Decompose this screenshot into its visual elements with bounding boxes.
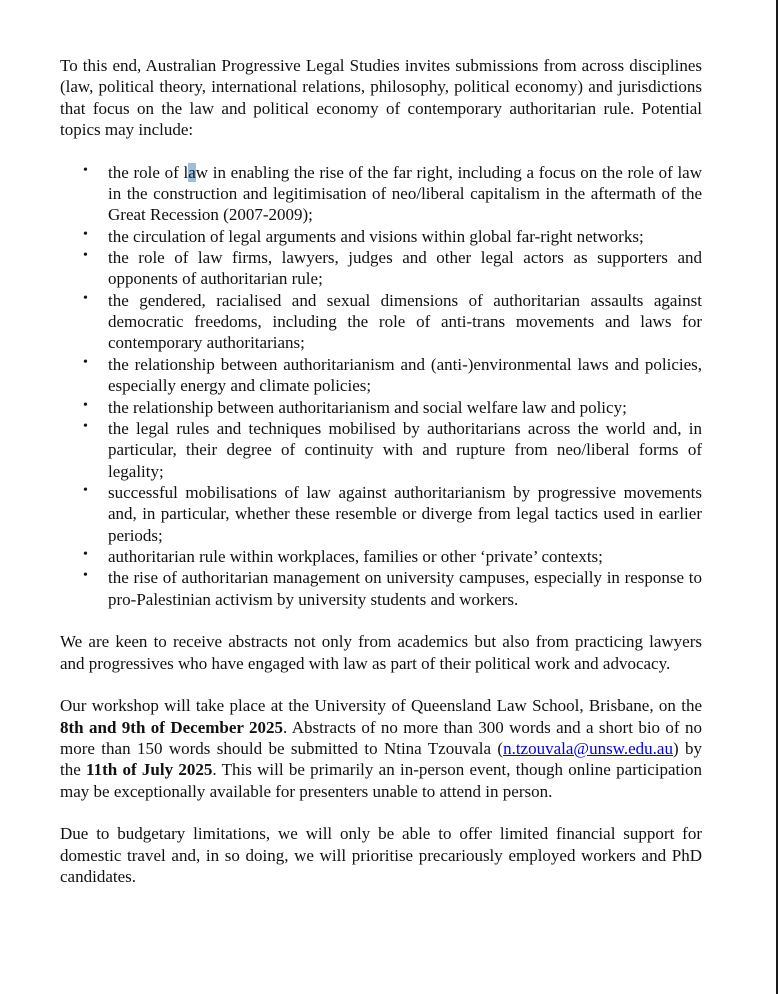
bullet-icon: •: [83, 226, 88, 242]
email-link[interactable]: n.tzouvala@unsw.edu.au: [503, 739, 673, 758]
bullet-icon: •: [83, 568, 88, 584]
workshop-text-3: ) by the: [60, 739, 702, 780]
workshop-text-2: . Abstracts of no more than 300 words and a short bio of no more than 150 words should be submitted to Ntina Tzouvala (: [60, 717, 702, 758]
list-item: [60, 418, 702, 482]
bullet-icon: •: [83, 290, 88, 306]
topic-text: successful mobilisations of law against authoritarianism by progressive movements and, in particular, whether these resemble or diverge from legal tactics used in earlier periods;: [108, 482, 702, 545]
list-item: [60, 247, 702, 290]
topic-text: the relationship between authoritarianism and social welfare law and policy;: [108, 397, 627, 417]
list-item: [60, 162, 702, 226]
topic-text-after: w in enabling the rise of the far right, including a focus on the role of law in the construction and legitimisation of neo/liberal capitalism in the aftermath of the Great Recession (2007-2009);: [108, 162, 702, 225]
workshop-dates: 8th and 9th of December 2025: [60, 717, 284, 737]
funding-paragraph: Due to budgetary limitations, we will only be able to offer limited financial support for domestic travel and, in so doing, we will prioritise precariously employed workers and PhD candidates.: [60, 824, 702, 887]
topic-text-before: the role of l: [108, 162, 189, 182]
bullet-icon: •: [83, 162, 88, 178]
list-item: [60, 482, 702, 546]
list-item: [60, 397, 702, 418]
topics-list: [60, 162, 702, 610]
topic-text: the circulation of legal arguments and visions within global far-right networks;: [108, 226, 644, 246]
workshop-paragraph: [60, 695, 702, 802]
topic-text: the relationship between authoritarianism and (anti-)environmental laws and policies, especially energy and climate policies;: [108, 354, 702, 396]
topic-text: the role of law firms, lawyers, judges and other legal actors as supporters and opponents of authoritarian rule;: [108, 248, 702, 289]
workshop-text-1: Our workshop will take place at the University of Queensland Law School, Brisbane, on the: [60, 696, 702, 716]
bullet-icon: •: [83, 248, 88, 264]
text-selection-highlight[interactable]: a: [188, 162, 196, 182]
bullet-icon: •: [83, 418, 88, 434]
list-item: [60, 567, 702, 610]
list-item: [60, 290, 702, 354]
bullet-icon: •: [83, 546, 88, 562]
document-body[interactable]: [60, 55, 702, 909]
list-item: [60, 546, 702, 567]
submission-deadline: 11th of July 2025: [86, 760, 213, 780]
bullet-icon: •: [83, 397, 88, 413]
intro-paragraph: To this end, Australian Progressive Legal Studies invites submissions from across disciplines (law, political theory, international relations, philosophy, political economy) and jurisdictions that focus on the law and political economy of contemporary authoritarian rule. Potential topics may include:: [60, 56, 702, 140]
topic-text: the rise of authoritarian management on university campuses, especially in response to pro-Palestinian activism by university students and workers.: [108, 568, 702, 609]
bullet-icon: •: [83, 354, 88, 370]
topic-text: authoritarian rule within workplaces, families or other ‘private’ contexts;: [108, 546, 603, 566]
workshop-text-4: . This will be primarily an in-person event, though online participation may be exceptionally available for presenters unable to attend in person.: [60, 760, 702, 801]
bullet-icon: •: [83, 482, 88, 498]
practitioners-paragraph: We are keen to receive abstracts not only from academics but also from practicing lawyers and progressives who have engaged with law as part of their political work and advocacy.: [60, 632, 702, 673]
topic-text: the gendered, racialised and sexual dimensions of authoritarian assaults against democratic freedoms, including the role of anti-trans movements and laws for contemporary authoritarians;: [108, 290, 702, 353]
topic-text: the legal rules and techniques mobilised by authoritarians across the world and, in particular, their degree of continuity with and rupture from neo/liberal forms of legality;: [108, 418, 702, 481]
list-item: [60, 226, 702, 247]
list-item: [60, 354, 702, 397]
